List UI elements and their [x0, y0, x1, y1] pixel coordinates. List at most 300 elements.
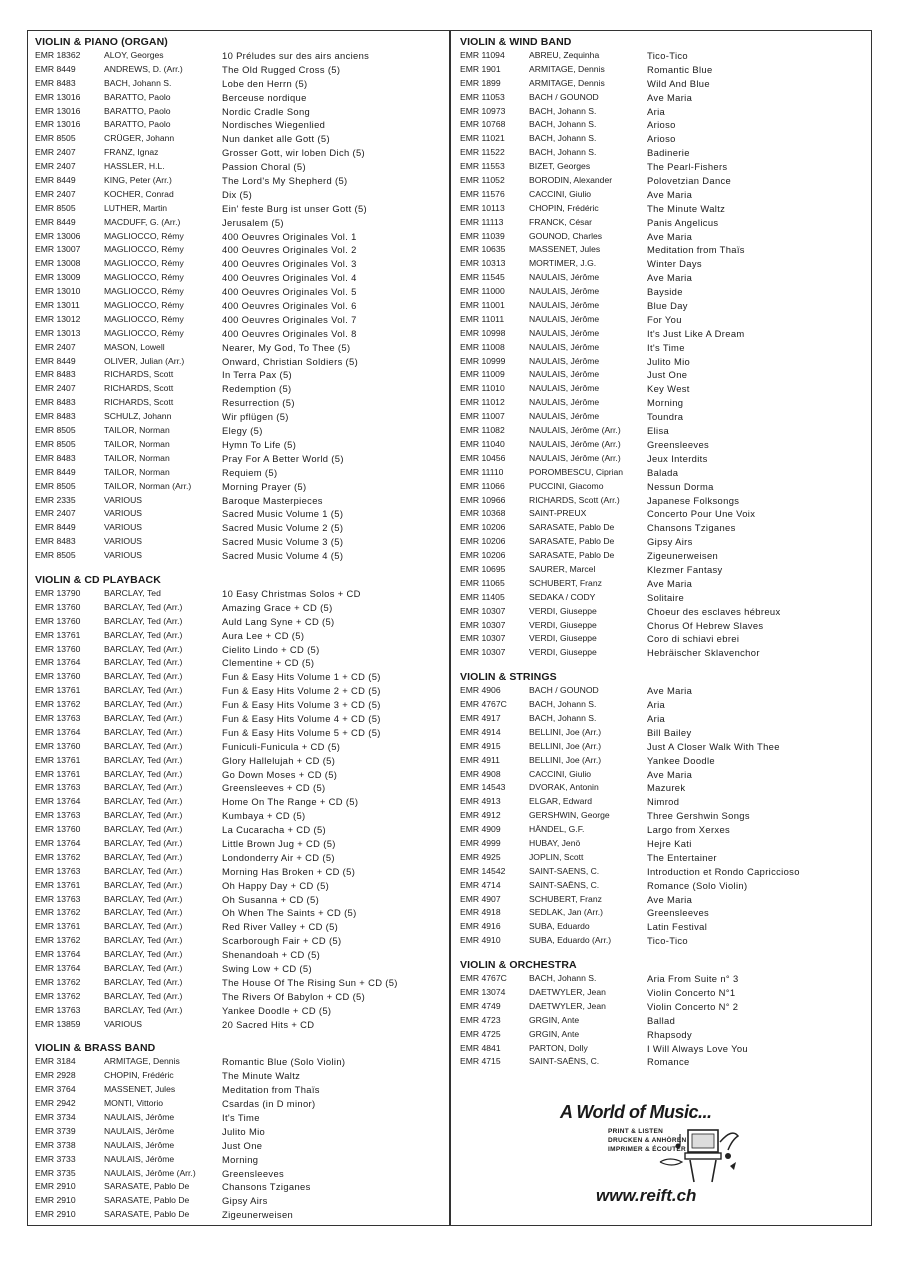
- catalog-code: EMR 11094: [460, 50, 505, 60]
- catalog-row: [35, 452, 445, 466]
- catalog-code: EMR 10113: [460, 202, 505, 213]
- catalog-code: EMR 11011: [460, 313, 505, 324]
- catalog-row: [460, 591, 868, 605]
- catalog-row: [460, 823, 868, 837]
- catalog-code: EMR 8505: [35, 438, 76, 449]
- composer: ARMITAGE, Dennis: [104, 1056, 180, 1067]
- catalog-row: [35, 91, 445, 105]
- catalog-code: EMR 8505: [35, 425, 76, 436]
- work-title: Greensleeves + CD (5): [222, 782, 326, 794]
- composer: JOPLIN, Scott: [529, 851, 584, 862]
- composer: BIZET, Georges: [529, 161, 591, 172]
- catalog-code: EMR 13762: [35, 851, 81, 862]
- composer: GERSHWIN, George: [529, 810, 610, 821]
- work-title: Mazurek: [647, 782, 686, 794]
- composer: BACH, Johann S.: [529, 133, 597, 144]
- catalog-row: [35, 865, 445, 879]
- catalog-code: EMR 3764: [35, 1084, 76, 1095]
- catalog-code: EMR 11066: [460, 480, 505, 491]
- work-title: Fun & Easy Hits Volume 4 + CD (5): [222, 712, 381, 724]
- catalog-code: EMR 10695: [460, 563, 506, 574]
- work-title: Concerto Pour Une Voix: [647, 508, 756, 520]
- catalog-code: EMR 2928: [35, 1070, 76, 1081]
- work-title: Ave Maria: [647, 230, 693, 242]
- work-title: The Lord's My Shepherd (5): [222, 175, 348, 187]
- work-title: Three Gershwin Songs: [647, 810, 750, 822]
- composer: MASON, Lowell: [104, 341, 165, 352]
- catalog-code: EMR 11053: [460, 91, 505, 102]
- catalog-row: [460, 188, 868, 202]
- work-title: Panis Angelicus: [647, 216, 719, 228]
- composer: ELGAR, Edward: [529, 796, 593, 807]
- composer: VERDI, Giuseppe: [529, 605, 597, 616]
- catalog-row: [35, 1153, 445, 1167]
- work-title: Ave Maria: [647, 188, 693, 200]
- composer: MAGLIOCCO, Rémy: [104, 272, 184, 283]
- catalog-row: [35, 698, 445, 712]
- composer: NAULAIS, Jérôme: [529, 369, 600, 380]
- catalog-row: [460, 480, 868, 494]
- catalog-row: [35, 893, 445, 907]
- catalog-row: [35, 1167, 445, 1181]
- catalog-code: EMR 13009: [35, 272, 81, 283]
- composer: BORODIN, Alexander: [529, 175, 613, 186]
- work-title: Ave Maria: [647, 768, 693, 780]
- catalog-row: [35, 63, 445, 77]
- work-title: Lobe den Herrn (5): [222, 77, 308, 89]
- composer: SEDLAK, Jan (Arr.): [529, 907, 604, 918]
- work-title: Ballad: [647, 1014, 676, 1026]
- work-title: Csardas (in D minor): [222, 1098, 316, 1110]
- catalog-row: [35, 174, 445, 188]
- composer: BARCLAY, Ted (Arr.): [104, 629, 183, 640]
- catalog-code: EMR 2407: [35, 147, 76, 158]
- catalog-code: EMR 11065: [460, 577, 505, 588]
- work-title: Ave Maria: [647, 272, 693, 284]
- right-column: [460, 35, 868, 1069]
- work-title: 400 Oeuvres Originales Vol. 8: [222, 327, 357, 339]
- catalog-code: EMR 13761: [35, 629, 81, 640]
- work-title: 10 Préludes sur des airs anciens: [222, 50, 370, 61]
- catalog-code: EMR 4767C: [460, 973, 507, 984]
- composer: BARCLAY, Ted (Arr.): [104, 699, 183, 710]
- work-title: Ave Maria: [647, 893, 693, 905]
- composer: NAULAIS, Jérôme: [104, 1153, 175, 1164]
- work-title: 400 Oeuvres Originales Vol. 1: [222, 230, 357, 242]
- work-title: The Rivers Of Babylon + CD (5): [222, 990, 366, 1002]
- work-title: Nimrod: [647, 796, 680, 808]
- composer: BACH, Johann S.: [529, 973, 597, 984]
- work-title: Fun & Easy Hits Volume 3 + CD (5): [222, 699, 381, 711]
- catalog-code: EMR 10307: [460, 605, 506, 616]
- work-title: Meditation from Thaïs: [647, 244, 745, 256]
- catalog-row: [35, 1069, 445, 1083]
- catalog-code: EMR 11553: [460, 161, 505, 172]
- work-title: Ein' feste Burg ist unser Gott (5): [222, 202, 367, 214]
- section-title: VIOLIN & BRASS BAND: [35, 1042, 156, 1055]
- composer: BARATTO, Paolo: [104, 105, 171, 116]
- work-title: 400 Oeuvres Originales Vol. 7: [222, 313, 357, 325]
- catalog-code: EMR 10307: [460, 619, 506, 630]
- catalog-code: EMR 13760: [35, 740, 81, 751]
- catalog-code: EMR 8505: [35, 133, 76, 144]
- catalog-code: EMR 11001: [460, 300, 505, 311]
- catalog-code: EMR 10206: [460, 550, 506, 561]
- catalog-code: EMR 4910: [460, 935, 501, 946]
- catalog-row: [35, 535, 445, 549]
- catalog-row: [460, 893, 868, 907]
- composer: NAULAIS, Jérôme: [529, 383, 600, 394]
- composer: TAILOR, Norman (Arr.): [104, 480, 192, 491]
- catalog-row: [35, 341, 445, 355]
- catalog-code: EMR 13074: [460, 987, 506, 997]
- work-title: Chansons Tziganes: [647, 522, 736, 534]
- left-column: [35, 35, 445, 1222]
- catalog-code: EMR 11008: [460, 341, 505, 352]
- work-title: It's Time: [222, 1112, 260, 1124]
- composer: RICHARDS, Scott (Arr.): [529, 494, 620, 505]
- work-title: Tico-Tico: [647, 935, 688, 947]
- composer: BARCLAY, Ted (Arr.): [104, 810, 183, 821]
- composer: CRÜGER, Johann: [104, 133, 175, 144]
- reift-logo: [552, 1098, 752, 1213]
- catalog-code: EMR 10313: [460, 258, 506, 269]
- catalog-row: [35, 132, 445, 146]
- catalog-row: [35, 494, 445, 508]
- catalog-code: EMR 4911: [460, 754, 500, 765]
- composer: TAILOR, Norman: [104, 438, 170, 449]
- composer: DAETWYLER, Jean: [529, 1000, 606, 1011]
- work-title: Ave Maria: [647, 577, 693, 589]
- work-title: Zigeunerweisen: [647, 550, 719, 562]
- catalog-row: [35, 118, 445, 132]
- catalog-code: EMR 2407: [35, 508, 76, 519]
- catalog-code: EMR 13763: [35, 893, 81, 904]
- work-title: Polovetzian Dance: [647, 175, 732, 187]
- work-title: Resurrection (5): [222, 397, 295, 409]
- work-title: For You: [647, 313, 682, 325]
- work-title: Yankee Doodle: [647, 754, 715, 766]
- work-title: Sacred Music Volume 2 (5): [222, 522, 344, 534]
- work-title: Solitaire: [647, 591, 685, 603]
- composer: BARCLAY, Ted (Arr.): [104, 1004, 183, 1015]
- catalog-code: EMR 1899: [460, 77, 501, 88]
- column-divider: [449, 30, 451, 1226]
- work-title: Romantic Blue: [647, 63, 713, 75]
- catalog-code: EMR 3738: [35, 1139, 76, 1150]
- work-title: 20 Sacred Hits + CD: [222, 1018, 315, 1030]
- composer: SARASATE, Pablo De: [529, 522, 615, 533]
- catalog-code: EMR 14542: [460, 865, 506, 876]
- catalog-row: [460, 382, 868, 396]
- composer: MAGLIOCCO, Rémy: [104, 230, 184, 241]
- composer: VARIOUS: [104, 494, 143, 505]
- composer: NAULAIS, Jérôme (Arr.): [529, 425, 621, 436]
- catalog-code: EMR 11012: [460, 397, 505, 408]
- catalog-row: [460, 494, 868, 508]
- catalog-row: [460, 619, 868, 633]
- catalog-code: EMR 13762: [35, 699, 81, 710]
- composer: BARCLAY, Ted (Arr.): [104, 768, 183, 779]
- work-title: Fun & Easy Hits Volume 1 + CD (5): [222, 671, 381, 683]
- composer: VARIOUS: [104, 1018, 143, 1029]
- catalog-row: [460, 313, 868, 327]
- catalog-row: [460, 684, 868, 698]
- catalog-row: [460, 174, 868, 188]
- composer: BARCLAY, Ted (Arr.): [104, 796, 183, 807]
- work-title: Meditation from Thaïs: [222, 1084, 320, 1096]
- catalog-row: [460, 327, 868, 341]
- work-title: Violin Concerto N°1: [647, 987, 736, 998]
- work-title: Requiem (5): [222, 466, 278, 478]
- work-title: Gipsy Airs: [647, 536, 693, 548]
- work-title: The Pearl-Fishers: [647, 161, 728, 173]
- composer: NAULAIS, Jérôme: [529, 355, 600, 366]
- work-title: Scarborough Fair + CD (5): [222, 935, 342, 947]
- catalog-code: EMR 14543: [460, 782, 506, 793]
- work-title: Tico-Tico: [647, 50, 688, 61]
- work-title: Balada: [647, 466, 679, 478]
- work-title: Zigeunerweisen: [222, 1209, 294, 1221]
- catalog-row: [460, 1028, 868, 1042]
- catalog-code: EMR 2407: [35, 161, 76, 172]
- catalog-row: [35, 1111, 445, 1125]
- composer: BARATTO, Paolo: [104, 119, 171, 130]
- composer: BELLINI, Joe (Arr.): [529, 726, 602, 737]
- catalog-code: EMR 11522: [460, 147, 505, 158]
- catalog-row: [35, 202, 445, 216]
- catalog-code: EMR 10307: [460, 647, 506, 658]
- catalog-code: EMR 13007: [35, 244, 81, 255]
- section-gap: [35, 563, 445, 573]
- catalog-row: [460, 698, 868, 712]
- catalog-row: [460, 712, 868, 726]
- catalog-row: [35, 976, 445, 990]
- catalog-row: [35, 754, 445, 768]
- catalog-row: [35, 327, 445, 341]
- catalog-row: [35, 837, 445, 851]
- work-title: 400 Oeuvres Originales Vol. 6: [222, 300, 357, 312]
- catalog-row: [35, 740, 445, 754]
- catalog-row: [460, 920, 868, 934]
- catalog-code: EMR 8449: [35, 355, 76, 366]
- catalog-row: [460, 243, 868, 257]
- catalog-row: [460, 1042, 868, 1056]
- catalog-row: [35, 934, 445, 948]
- composer: CACCINI, Giulio: [529, 768, 592, 779]
- work-title: Greensleeves: [647, 438, 710, 450]
- work-title: Berceuse nordique: [222, 91, 307, 103]
- catalog-row: [460, 299, 868, 313]
- composer: BARCLAY, Ted (Arr.): [104, 865, 183, 876]
- catalog-row: [460, 1055, 868, 1069]
- catalog-row: [35, 49, 445, 63]
- composer: TAILOR, Norman: [104, 466, 170, 477]
- catalog-row: [35, 1194, 445, 1208]
- catalog-code: EMR 10966: [460, 494, 506, 505]
- catalog-code: EMR 11110: [460, 466, 504, 477]
- catalog-code: EMR 11405: [460, 591, 505, 602]
- composer: TAILOR, Norman: [104, 452, 170, 463]
- composer: BARCLAY, Ted: [104, 587, 161, 598]
- work-title: Wir pflügen (5): [222, 411, 289, 423]
- section-title: VIOLIN & ORCHESTRA: [460, 959, 577, 972]
- composer: NAULAIS, Jérôme (Arr.): [529, 438, 621, 449]
- work-title: The Minute Waltz: [222, 1070, 301, 1082]
- composer: HÄNDEL, G.F.: [529, 824, 585, 835]
- catalog-row: [460, 132, 868, 146]
- catalog-code: EMR 4912: [460, 810, 501, 821]
- catalog-code: EMR 13760: [35, 615, 81, 626]
- catalog-row: [460, 410, 868, 424]
- catalog-code: EMR 2407: [35, 341, 76, 352]
- catalog-row: [460, 355, 868, 369]
- composer: BARCLAY, Ted (Arr.): [104, 726, 183, 737]
- catalog-row: [460, 63, 868, 77]
- catalog-code: EMR 8505: [35, 202, 76, 213]
- catalog-code: EMR 13764: [35, 726, 81, 737]
- catalog-row: [460, 105, 868, 119]
- work-title: Choeur des esclaves hébreux: [647, 605, 781, 617]
- work-title: Shenandoah + CD (5): [222, 949, 321, 961]
- composer: BARCLAY, Ted (Arr.): [104, 963, 183, 973]
- catalog-code: EMR 4915: [460, 740, 501, 751]
- catalog-code: EMR 4725: [460, 1028, 501, 1039]
- catalog-code: EMR 2910: [35, 1209, 76, 1220]
- composer: POROMBESCU, Ciprian: [529, 466, 624, 477]
- catalog-code: EMR 13764: [35, 949, 81, 960]
- catalog-row: [35, 587, 445, 601]
- composer: NAULAIS, Jérôme: [529, 286, 600, 297]
- composer: RICHARDS, Scott: [104, 397, 174, 408]
- work-title: Fun & Easy Hits Volume 2 + CD (5): [222, 685, 381, 697]
- composer: TAILOR, Norman: [104, 425, 170, 436]
- composer: ANDREWS, D. (Arr.): [104, 63, 183, 74]
- work-title: Elisa: [647, 425, 670, 437]
- catalog-code: EMR 13760: [35, 601, 81, 612]
- catalog-row: [35, 271, 445, 285]
- composer: BARCLAY, Ted (Arr.): [104, 851, 183, 862]
- composer: NAULAIS, Jérôme: [104, 1112, 175, 1123]
- work-title: Sacred Music Volume 1 (5): [222, 508, 344, 520]
- catalog-row: [35, 1097, 445, 1111]
- work-title: Grosser Gott, wir loben Dich (5): [222, 147, 366, 159]
- composer: BACH, Johann S.: [529, 699, 597, 710]
- composer: BARCLAY, Ted (Arr.): [104, 990, 183, 1001]
- work-title: Nessun Dorma: [647, 480, 714, 492]
- catalog-code: EMR 13760: [35, 671, 81, 682]
- catalog-row: [460, 160, 868, 174]
- composer: PUCCINI, Giacomo: [529, 480, 604, 491]
- composer: MAGLIOCCO, Rémy: [104, 258, 184, 269]
- work-title: Hejre Kati: [647, 837, 692, 849]
- catalog-code: EMR 13763: [35, 1004, 81, 1015]
- work-title: Morning Prayer (5): [222, 480, 307, 492]
- catalog-code: EMR 13016: [35, 91, 81, 102]
- catalog-code: EMR 4841: [460, 1042, 501, 1053]
- catalog-row: [460, 754, 868, 768]
- catalog-code: EMR 8449: [35, 63, 76, 74]
- composer: BARCLAY, Ted (Arr.): [104, 754, 183, 765]
- composer: BELLINI, Joe (Arr.): [529, 740, 602, 751]
- logo-line-2: DRUCKEN & ANHÖREN: [608, 1137, 687, 1144]
- catalog-code: EMR 4908: [460, 768, 501, 779]
- composer: BACH, Johann S.: [529, 147, 597, 158]
- composer: BELLINI, Joe (Arr.): [529, 754, 602, 765]
- catalog-code: EMR 4906: [460, 685, 501, 696]
- catalog-row: [460, 341, 868, 355]
- logo-line-3: IMPRIMER & ÉCOUTER: [608, 1146, 686, 1153]
- catalog-code: EMR 2335: [35, 494, 76, 505]
- catalog-row: [35, 521, 445, 535]
- work-title: Julito Mio: [222, 1125, 266, 1137]
- catalog-row: [35, 726, 445, 740]
- composer: VARIOUS: [104, 550, 143, 561]
- catalog-row: [460, 49, 868, 63]
- catalog-row: [460, 452, 868, 466]
- composer: SCHUBERT, Franz: [529, 893, 602, 904]
- work-title: Rhapsody: [647, 1028, 693, 1040]
- catalog-code: EMR 8483: [35, 77, 76, 88]
- catalog-code: EMR 13764: [35, 657, 81, 668]
- catalog-row: [35, 410, 445, 424]
- work-title: Little Brown Jug + CD (5): [222, 837, 336, 849]
- composer: MAGLIOCCO, Rémy: [104, 313, 184, 324]
- catalog-code: EMR 11113: [460, 216, 504, 227]
- catalog-row: [35, 1208, 445, 1222]
- work-title: Glory Hallelujah + CD (5): [222, 754, 336, 766]
- catalog-row: [35, 906, 445, 920]
- composer: BARCLAY, Ted (Arr.): [104, 657, 183, 668]
- catalog-row: [460, 257, 868, 271]
- catalog-row: [35, 216, 445, 230]
- catalog-code: EMR 11052: [460, 175, 505, 186]
- catalog-code: EMR 10998: [460, 327, 506, 338]
- catalog-code: EMR 13763: [35, 865, 81, 876]
- work-title: Jeux Interdits: [647, 452, 708, 464]
- catalog-row: [460, 563, 868, 577]
- catalog-code: EMR 8483: [35, 536, 76, 547]
- catalog-row: [460, 577, 868, 591]
- catalog-code: EMR 11007: [460, 411, 505, 422]
- composer: NAULAIS, Jérôme: [529, 397, 600, 408]
- composer: SCHUBERT, Franz: [529, 577, 602, 588]
- logo-url: www.reift.ch: [596, 1186, 697, 1205]
- composer: SARASATE, Pablo De: [104, 1209, 190, 1220]
- catalog-row: [460, 118, 868, 132]
- catalog-code: EMR 3734: [35, 1112, 76, 1123]
- work-title: 400 Oeuvres Originales Vol. 2: [222, 244, 357, 256]
- work-title: Swing Low + CD (5): [222, 963, 312, 974]
- composer: NAULAIS, Jérôme: [529, 411, 600, 422]
- work-title: Chansons Tziganes: [222, 1181, 311, 1193]
- catalog-row: [35, 962, 445, 976]
- work-title: In Terra Pax (5): [222, 369, 293, 381]
- composer: SAINT-SAËNS, C.: [529, 1056, 600, 1067]
- work-title: Dix (5): [222, 188, 253, 200]
- composer: VERDI, Giuseppe: [529, 647, 597, 658]
- catalog-row: [35, 105, 445, 119]
- catalog-row: [35, 77, 445, 91]
- work-title: Greensleeves: [222, 1167, 285, 1179]
- composer: BACH / GOUNOD: [529, 685, 599, 696]
- catalog-code: EMR 10768: [460, 119, 506, 130]
- catalog-code: EMR 18362: [35, 50, 81, 60]
- catalog-code: EMR 13012: [35, 313, 81, 324]
- catalog-row: [460, 424, 868, 438]
- work-title: Julito Mio: [647, 355, 691, 367]
- composer: ARMITAGE, Dennis: [529, 77, 605, 88]
